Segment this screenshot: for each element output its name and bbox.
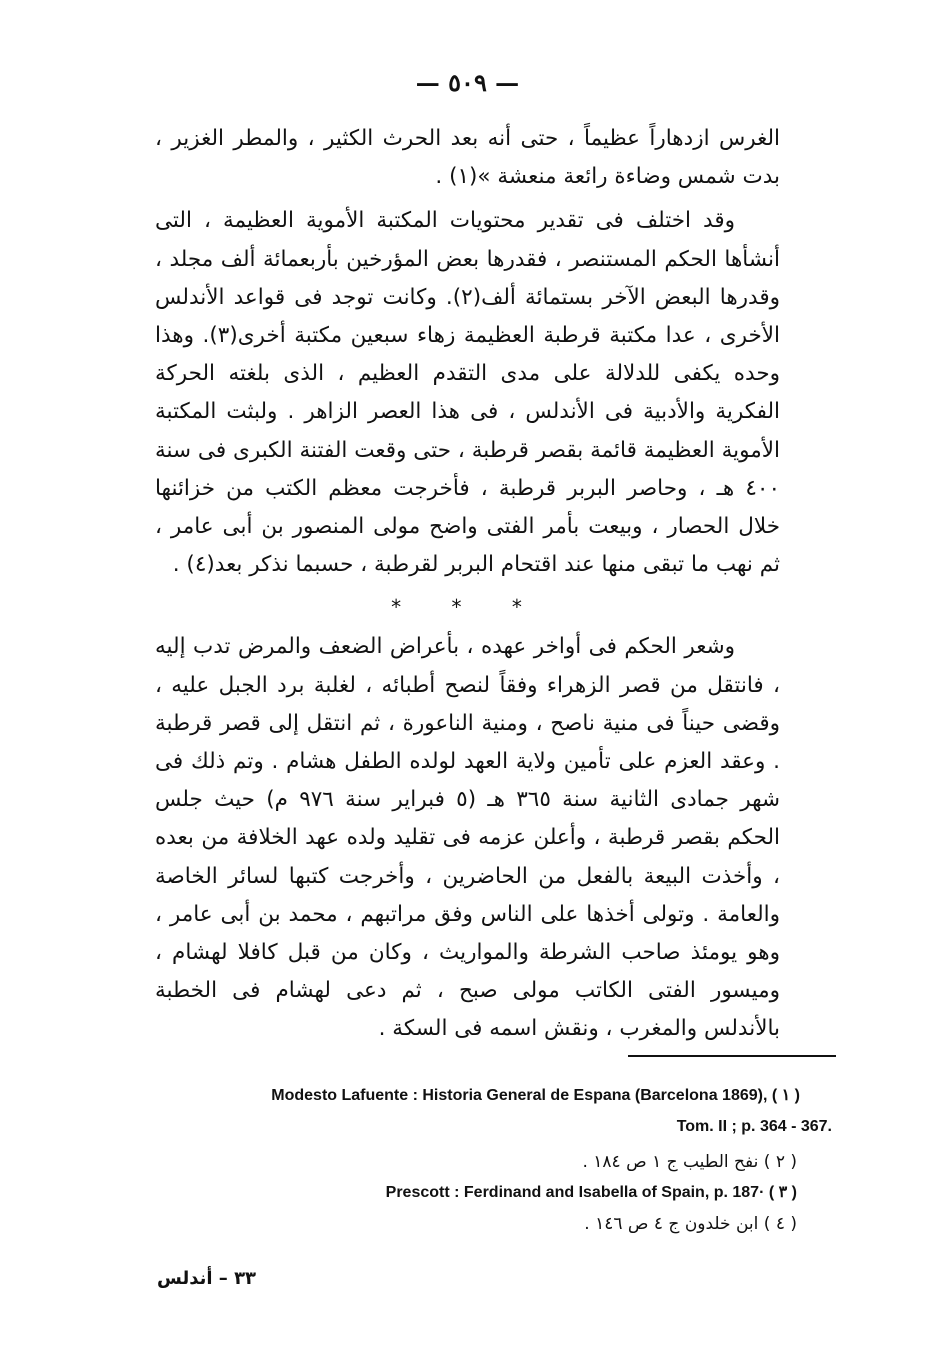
signature-mark: ٣٣ – أندلس (157, 1268, 257, 1289)
footnote-divider (628, 1055, 836, 1057)
footnote-4: ( ٤ ) ابن خلدون ج ٤ ص ١٤٦ . (584, 1214, 797, 1234)
footnote-1: Modesto Lafuente : Historia General de Espana (Barcelona 1869), ( ١ ) (271, 1087, 800, 1104)
page-number: — ٥٠٩ — (415, 68, 520, 97)
footnote-1-continuation: Tom. II ; p. 364 - 367. (676, 1118, 832, 1135)
section-separator: * * * (391, 595, 544, 620)
paragraph-2: وقد اختلف فى تقدير محتويات المكتبة الأموية العظيمة ، التى أنشأها الحكم المستنصر ، فقدرها بعض المؤرخين بأربعمائة ألف مجلد ، وقدرها البعض الآخر بستمائة ألف(٢). وكانت توجد فى قواعد الأندلس الأخرى ، عدا مكتبة قرطبة العظيمة زهاء سبعين مكتبة أخرى(٣). وهذا وحده يكفى للدلالة على مدى التقدم العظيم ، الذى بلغته الحركة الفكرية والأدبية فى الأندلس ، فى هذا العصر الزاهر . ولبثت المكتبة الأموية العظيمة قائمة بقصر قرطبة ، حتى وقعت الفتنة الكبرى فى سنة ٤٠٠ هـ ، وحاصر البربر قرطبة ، فأخرجت معظم الكتب من خزائنها خلال الحصار ، وبيعت بأمر الفتى واضح مولى المنصور بن أبى عامر ، ثم نهب ما تبقى منها عند اقتحام البربر لقرطبة ، حسبما نذكر بعد(٤) . (155, 208, 781, 578)
paragraph-1: الغرس ازدهاراً عظيماً ، حتى أنه بعد الحرث الكثير ، والمطر الغزير ، بدت شمس وضاءة رائعة منعشة »(١) . (155, 126, 780, 190)
footnote-2: ( ٢ ) نفح الطيب ج ١ ص ١٨٤ . (582, 1152, 797, 1172)
paragraph-3: وشعر الحكم فى أواخر عهده ، بأعراض الضعف والمرض تدب إليه ، فانتقل من قصر الزهراء وفقاً لنصح أطبائه ، لغلبة برد الجبل عليه ، وقضى حيناً فى منية ناصح ، ومنية الناعورة ، ثم انتقل إلى قصر قرطبة . وعقد العزم على تأمين ولاية العهد لولده الطفل هشام . وتم ذلك فى شهر جمادى الثانية سنة ٣٦٥ هـ (٥ فبراير سنة ٩٧٦ م) حيث جلس الحكم بقصر قرطبة ، وأعلن عزمه فى تقليد ولده عهد الخلافة من بعده ، وأخذت البيعة بالفعل من الحاضرين ، وأخرجت كتبها لسائر الخاصة والعامة . وتولى أخذها على الناس وفق مراتبهم ، محمد بن أبى عامر ، وهو يومئذ صاحب الشرطة والمواريث ، وكان من قبل كافلا لهشام ، وميسور الفتى الكاتب مولى صبح ، ثم دعى لهشام فى الخطبة بالأندلس والمغرب ، ونقش اسمه فى السكة . (155, 634, 781, 1042)
footnote-3: Prescott : Ferdinand and Isabella of Spain, p. 187· ( ٣ ) (385, 1184, 797, 1201)
main-text (155, 120, 780, 1049)
